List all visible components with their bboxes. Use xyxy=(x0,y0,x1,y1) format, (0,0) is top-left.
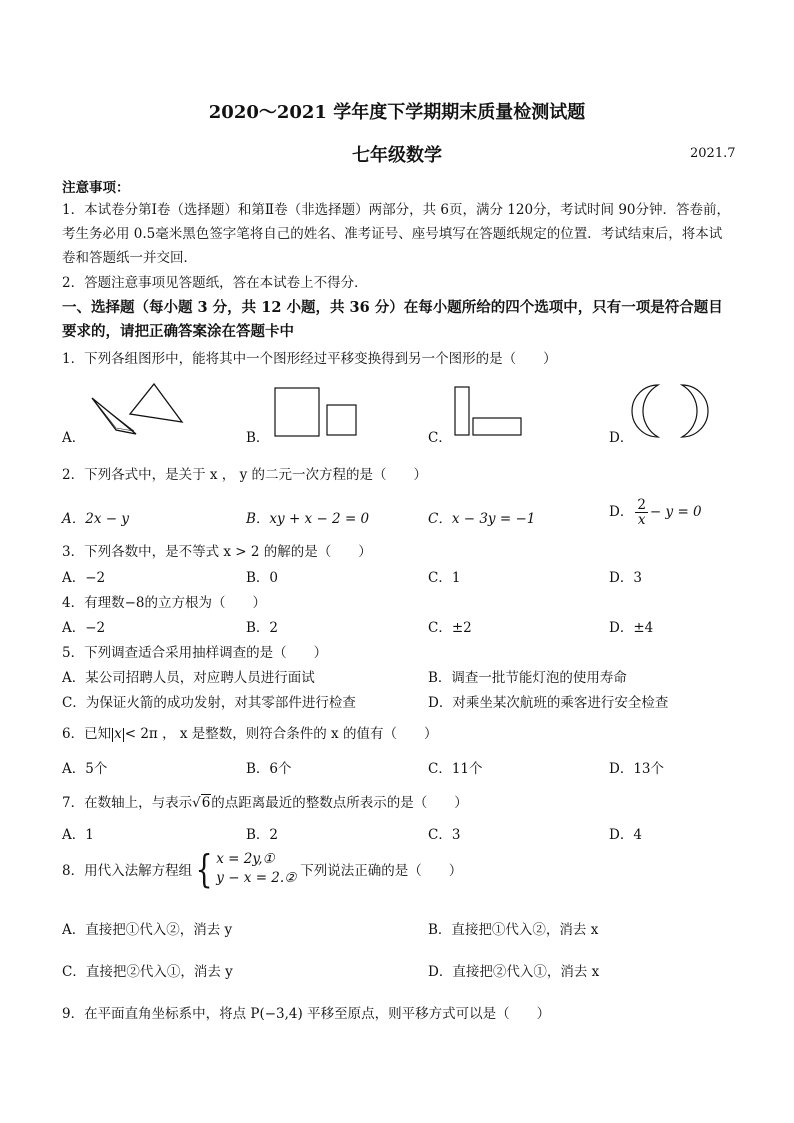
question-9-stem: 9．在平面直角坐标系中，将点 P(−3,4) 平移至原点，则平移方式可以是（ ） xyxy=(62,1006,551,1022)
q5-option-d: D．对乘坐某次航班的乘客进行安全检查 xyxy=(428,695,669,711)
question-8-stem xyxy=(62,847,463,891)
q7-option-b: B．2 xyxy=(246,827,279,843)
question-5-stem: 5．下列调查适合采用抽样调查的是（ ） xyxy=(62,645,328,661)
q1-figure-c-rectangles xyxy=(452,386,532,438)
q1-figure-a-triangles xyxy=(88,378,188,438)
notes-item-2: 2．答题注意事项见答题纸，答在本试卷上不得分． xyxy=(62,275,368,291)
exam-date: 2021.7 xyxy=(690,146,736,161)
q4-option-b: B．2 xyxy=(246,620,279,636)
q5-option-b: B．调查一批节能灯泡的使用寿命 xyxy=(428,670,627,686)
q2-fraction-numerator: 2 xyxy=(637,497,646,513)
q2-option-a: A．2x − y xyxy=(62,511,129,527)
notes-heading: 注意事项： xyxy=(62,180,130,196)
q8-option-b: B．直接把①代入②，消去 x xyxy=(428,922,599,938)
q8-equation-2: y − x = 2.② xyxy=(216,870,297,886)
q1-option-c: C． xyxy=(428,430,452,446)
q4-option-c: C．±2 xyxy=(428,620,472,636)
exam-title: 2020～2021 学年度下学期期末质量检测试题 xyxy=(208,102,586,123)
q7-stem-post: 的点距离最近的整数点所表示的是（ ） xyxy=(211,795,468,811)
q7-stem-radicand: 6 xyxy=(201,795,211,811)
q7-option-a: A．1 xyxy=(62,827,94,843)
q2-fraction-denominator: x xyxy=(637,512,646,528)
q8-equation-1: x = 2y,① xyxy=(216,851,275,867)
q6-stem-x: x xyxy=(114,726,122,742)
q3-option-d: D．3 xyxy=(609,570,642,586)
q1-option-b: B． xyxy=(246,430,270,446)
q7-option-d: D．4 xyxy=(609,827,642,843)
q2-option-c: C．x − 3y = −1 xyxy=(428,511,536,527)
question-7-stem xyxy=(62,791,468,811)
q3-option-a: A．−2 xyxy=(62,570,106,586)
q2-option-b: B．xy + x − 2 = 0 xyxy=(246,511,370,527)
q5-option-a: A．某公司招聘人员，对应聘人员进行面试 xyxy=(62,670,315,686)
q8-equation-system xyxy=(216,850,296,888)
question-6-stem xyxy=(62,722,437,742)
q7-option-c: C．3 xyxy=(428,827,461,843)
q6-option-b: B．6个 xyxy=(246,761,292,777)
brace-icon: { xyxy=(195,847,213,891)
q6-option-d: D．13个 xyxy=(609,761,665,777)
question-3-stem: 3．下列各数中，是不等式 x > 2 的解的是（ ） xyxy=(62,544,372,560)
sqrt-icon: √ xyxy=(192,795,201,811)
q2-fraction xyxy=(635,498,648,527)
q3-option-c: C．1 xyxy=(428,570,461,586)
question-2-stem: 2．下列各式中，是关于 x ， y 的二元一次方程的是（ ） xyxy=(62,467,427,483)
q1-figure-b-squares xyxy=(272,386,372,438)
question-1-stem: 1．下列各组图形中，能将其中一个图形经过平移变换得到另一个图形的是（ ） xyxy=(62,351,557,367)
q8-stem-post: 下列说法正确的是（ ） xyxy=(300,863,463,879)
question-4-stem: 4．有理数−8的立方根为（ ） xyxy=(62,595,266,611)
q8-option-d: D．直接把②代入①，消去 x xyxy=(428,964,600,980)
q2-option-d xyxy=(609,498,702,527)
q1-option-a: A． xyxy=(62,430,86,446)
q8-option-a: A．直接把①代入②，消去 y xyxy=(62,922,233,938)
notes-item-1: 1．本试卷分第Ⅰ卷（选择题）和第Ⅱ卷（非选择题）两部分，共 6页，满分 120分，考试时间 90分钟．答卷前，考生务必用 0.5毫米黑色签字笔将自己的姓名、准考证号、座号填写在答题纸规定的位置．考试结束后，将本试卷和答题纸一并交回． xyxy=(62,202,731,266)
q7-stem-pre: 7．在数轴上，与表示 xyxy=(62,795,193,811)
q1-figure-d-crescents xyxy=(636,382,716,440)
q6-stem-post: < 2π ， x 是整数，则符合条件的 x 的值有（ ） xyxy=(124,726,438,742)
q4-option-d: D．±4 xyxy=(609,620,654,636)
q6-stem-pre: 6．已知 xyxy=(62,726,112,742)
exam-subtitle: 七年级数学 xyxy=(352,145,442,166)
q3-option-b: B．0 xyxy=(246,570,279,586)
q2-option-d-label: D． xyxy=(609,504,634,520)
q8-option-c: C．直接把②代入①，消去 y xyxy=(62,964,233,980)
section-1-heading: 一、选择题（每小题 3 分，共 12 小题，共 36 分）在每小题所给的四个选项中，只有一项是符合题目要求的，请把正确答案涂在答题卡中 xyxy=(62,299,723,340)
q6-option-a: A．5个 xyxy=(62,761,108,777)
q4-option-a: A．−2 xyxy=(62,620,106,636)
q5-option-c: C．为保证火箭的成功发射，对其零部件进行检查 xyxy=(62,695,356,711)
q6-option-c: C．11个 xyxy=(428,761,483,777)
q2-option-d-rest: − y = 0 xyxy=(649,504,702,520)
q1-option-d: D． xyxy=(609,430,634,446)
q8-stem-pre: 8．用代入法解方程组 xyxy=(62,863,193,879)
